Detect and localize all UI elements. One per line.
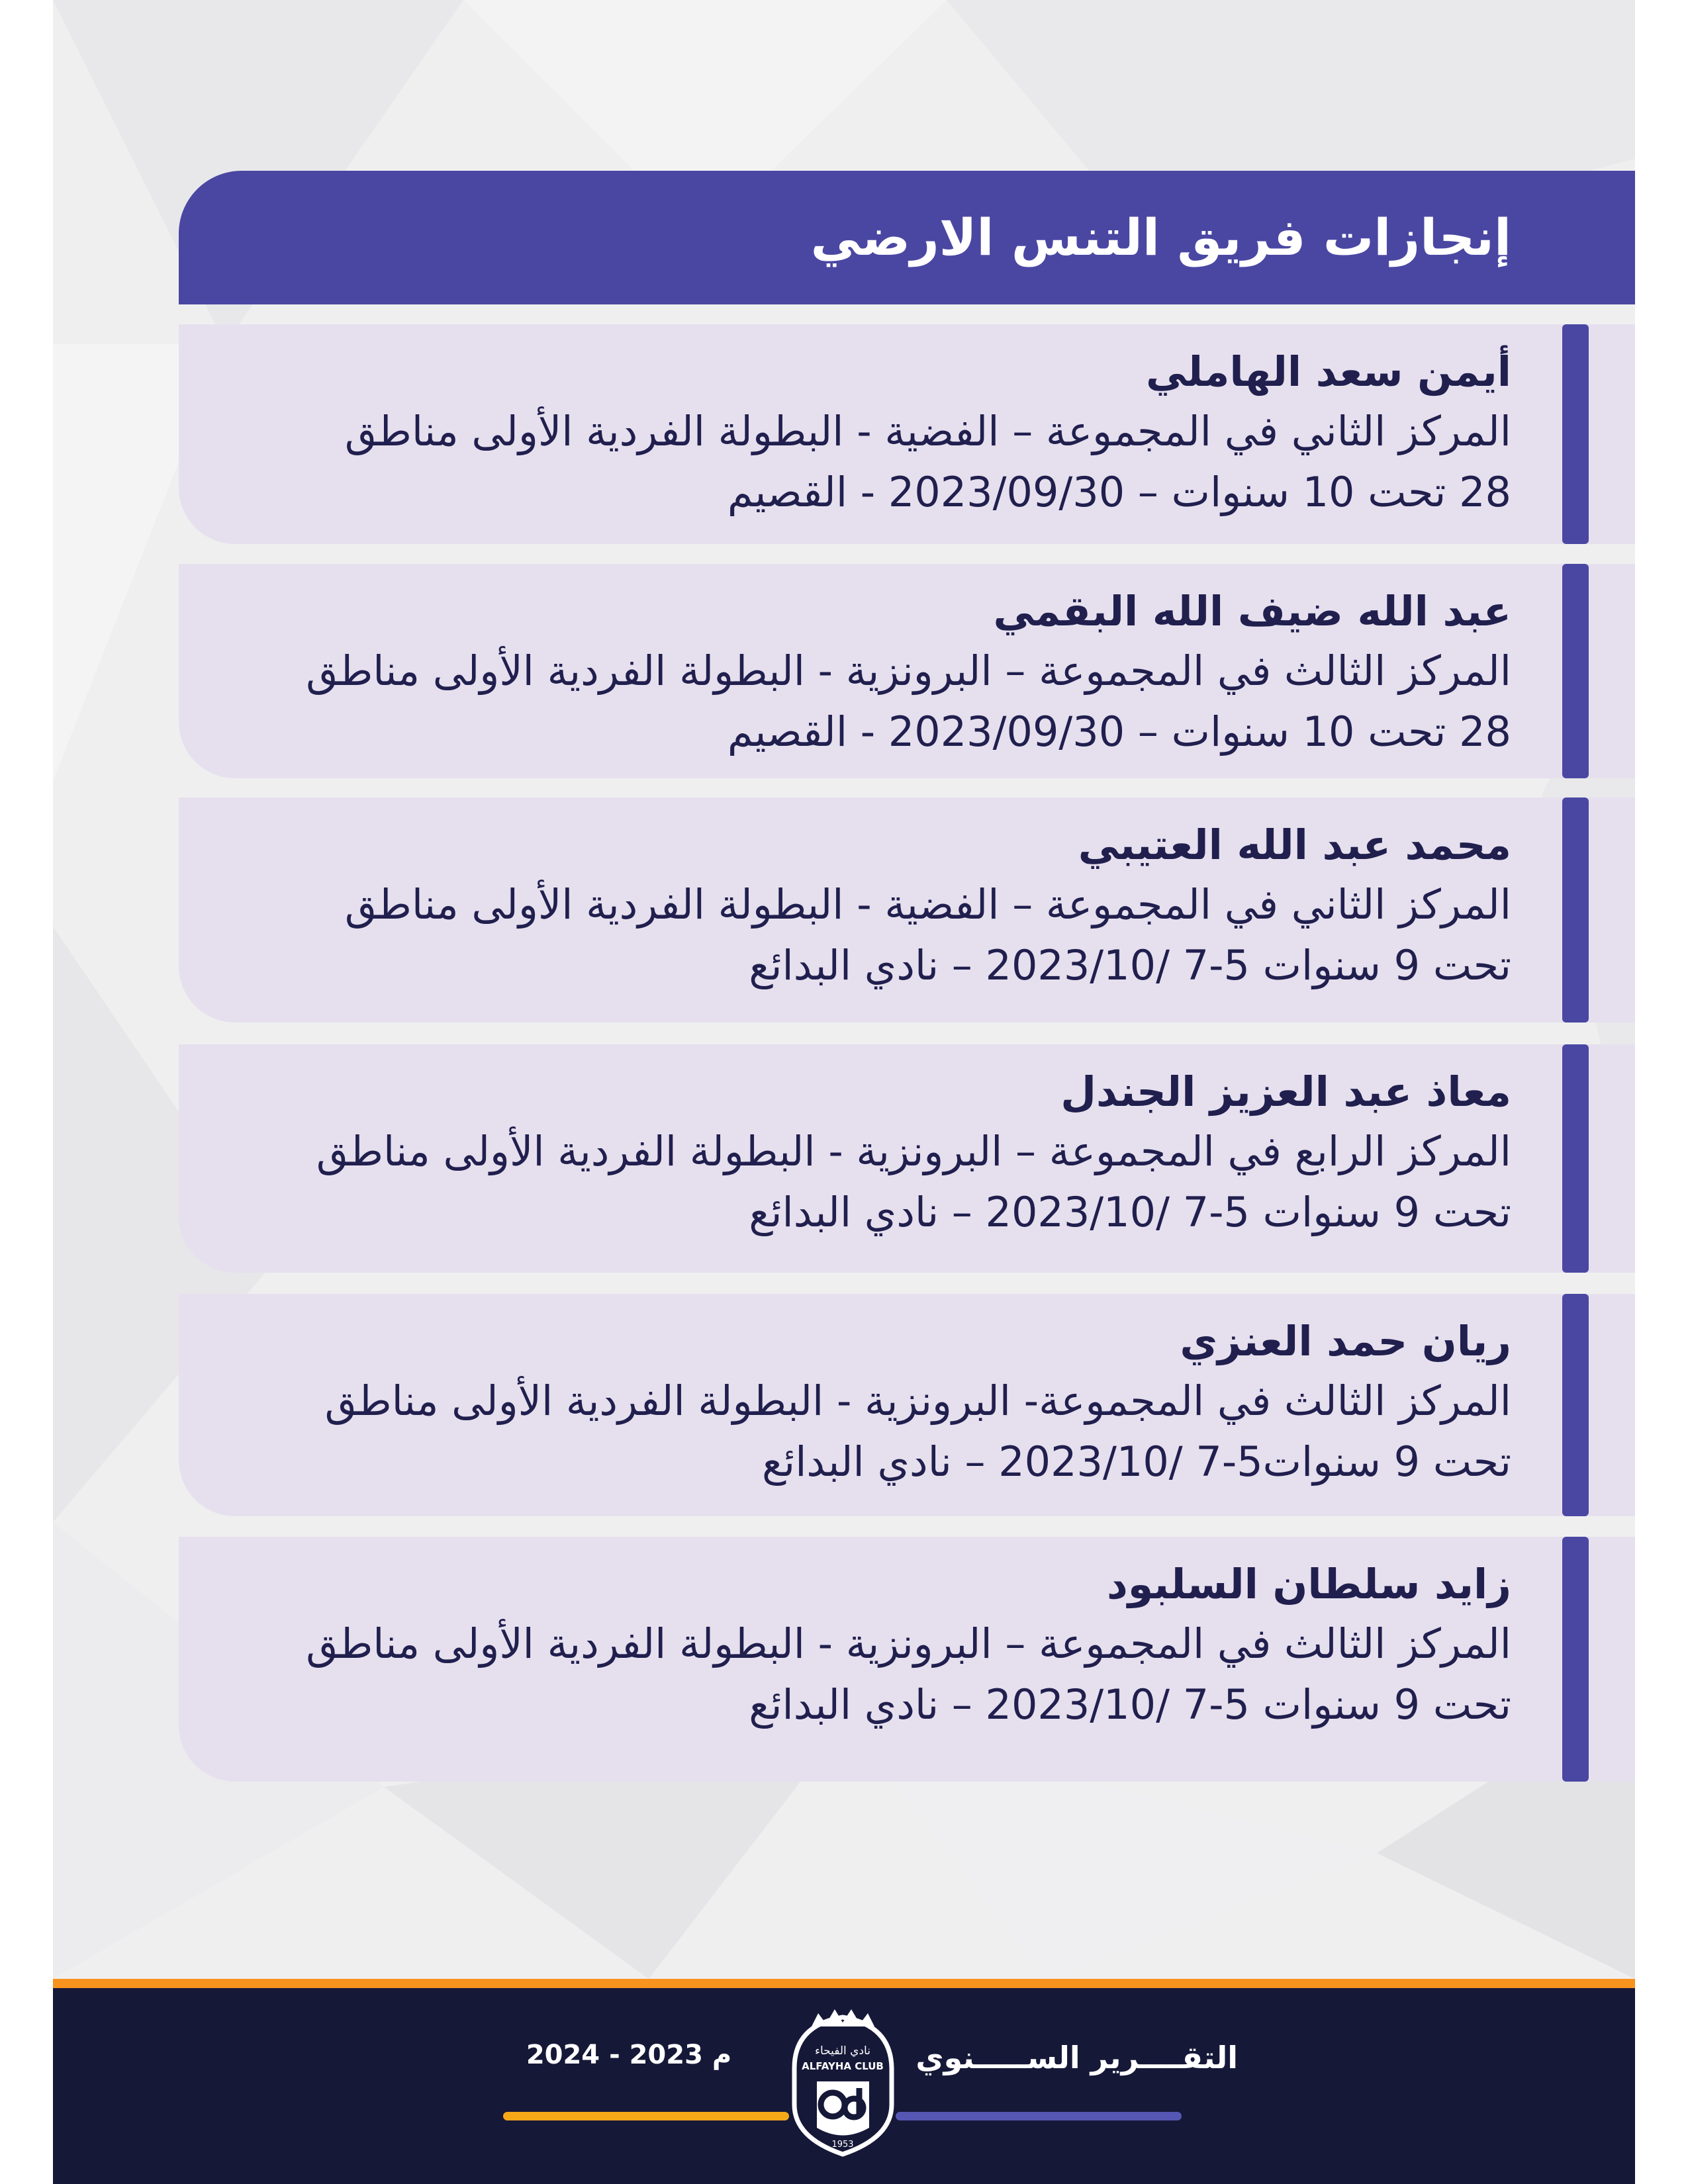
card-accent-bar [1562, 564, 1589, 778]
footer-underline-blue [896, 2112, 1182, 2120]
player-name: عبد الله ضيف الله البقمي [993, 587, 1511, 635]
achievement-line-2: تحت 9 سنوات 5-7 /2023/10 – نادي البدائع [749, 1188, 1511, 1236]
achievement-line-1: المركز الثالث في المجموعة – البرونزية - البطولة الفردية الأولى مناطق [306, 647, 1511, 695]
logo-english-text: ALFAYHA CLUB [802, 2060, 884, 2072]
player-name: زايد سلطان السلبود [1106, 1560, 1511, 1608]
card-accent-bar [1562, 797, 1589, 1023]
club-logo [785, 2005, 901, 2158]
achievement-card [179, 1537, 1635, 1782]
card-accent-bar [1562, 1537, 1589, 1782]
player-name: أيمن سعد الهاملي [1145, 347, 1511, 396]
achievement-line-1: المركز الثالث في المجموعة- البرونزية - البطولة الفردية الأولى مناطق [324, 1377, 1511, 1425]
section-header [179, 171, 1635, 304]
achievement-line-1: المركز الرابع في المجموعة – البرونزية - البطولة الفردية الأولى مناطق [316, 1127, 1511, 1175]
player-name: محمد عبد الله العتيبي [1078, 821, 1511, 869]
player-name: ريان حمد العنزي [1180, 1317, 1511, 1365]
logo-founded-year: 1953 [831, 2140, 854, 2150]
achievement-line-2: تحت 9 سنوات 5-7 /2023/10 – نادي البدائع [749, 1680, 1511, 1729]
annual-report-label: التقــــرير الســـــنوي [915, 2040, 1238, 2075]
achievement-card [179, 564, 1635, 778]
achievement-card [179, 1294, 1635, 1516]
achievement-card [179, 797, 1635, 1023]
footer-accent-stripe [53, 1979, 1635, 1988]
achievement-card [179, 1044, 1635, 1273]
achievement-line-2: تحت 9 سنوات5-7 /2023/10 – نادي البدائع [761, 1437, 1511, 1486]
footer-underline-orange [503, 2112, 789, 2120]
report-years: 2024 - 2023 م [526, 2040, 732, 2070]
card-accent-bar [1562, 1294, 1589, 1516]
card-accent-bar [1562, 324, 1589, 544]
achievement-line-1: المركز الثاني في المجموعة – الفضية - البطولة الفردية الأولى مناطق [344, 407, 1511, 455]
footer [53, 1979, 1635, 2184]
achievement-card [179, 324, 1635, 544]
page [53, 0, 1635, 2184]
achievement-line-2: تحت 9 سنوات 5-7 /2023/10 – نادي البدائع [749, 941, 1511, 989]
section-title: إنجازات فريق التنس الارضي [810, 208, 1511, 267]
achievement-line-2: 28 تحت 10 سنوات – 2023/09/30 - القصيم [727, 468, 1511, 516]
achievement-line-1: المركز الثاني في المجموعة – الفضية - البطولة الفردية الأولى مناطق [344, 880, 1511, 929]
achievement-line-2: 28 تحت 10 سنوات – 2023/09/30 - القصيم [727, 707, 1511, 756]
player-name: معاذ عبد العزيز الجندل [1060, 1068, 1511, 1116]
card-accent-bar [1562, 1044, 1589, 1273]
achievement-line-1: المركز الثالث في المجموعة – البرونزية - البطولة الفردية الأولى مناطق [306, 1619, 1511, 1668]
logo-arabic-text: نادي الفيحاء [815, 2044, 870, 2058]
